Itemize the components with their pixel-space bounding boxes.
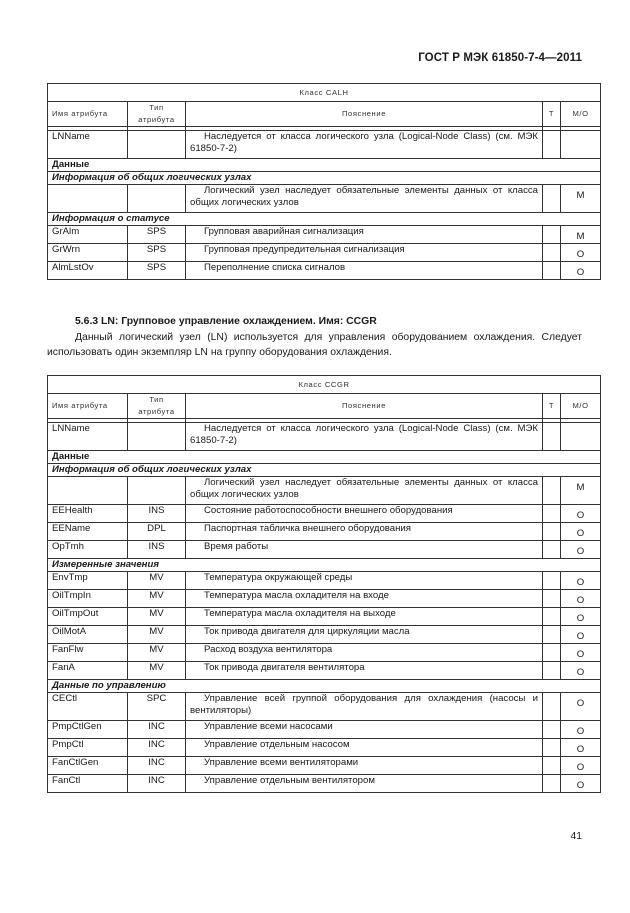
attribute-description — [186, 572, 543, 590]
attribute-description — [186, 226, 543, 244]
attribute-type: SPS — [128, 226, 186, 244]
description-text: Состояние работоспособности внешнего оборудования — [204, 505, 453, 516]
attribute-mo: M — [561, 226, 601, 244]
attribute-name: AlmLstOv — [48, 262, 128, 280]
description-text: Логический узел наследует обязательные элементы данных от класса общих логических узлов — [190, 477, 538, 500]
attribute-t — [543, 505, 561, 523]
table-row — [48, 423, 601, 451]
attribute-name: CECtl — [48, 693, 128, 721]
attribute-t — [543, 423, 561, 451]
column-header-mo: M/O — [561, 102, 601, 127]
description-text: Групповая предупредительная сигнализация — [204, 244, 405, 255]
table-row — [48, 590, 601, 608]
column-header-desc: Пояснение — [186, 102, 543, 127]
attribute-description — [186, 626, 543, 644]
attribute-t — [543, 244, 561, 262]
attribute-mo: O — [561, 590, 601, 608]
column-header-desc: Пояснение — [186, 394, 543, 419]
attribute-mo: M — [561, 185, 601, 213]
attribute-name: FanFlw — [48, 644, 128, 662]
table-section-row — [48, 559, 601, 572]
description-text: Наследуется от класса логического узла (Logical-Node Class) (см. МЭК 61850-7-2) — [190, 423, 538, 446]
table-row — [48, 757, 601, 775]
table-row — [48, 721, 601, 739]
table-caption-row — [48, 376, 601, 394]
attribute-t — [543, 590, 561, 608]
description-text: Управление всеми насосами — [204, 721, 333, 732]
attribute-description — [186, 523, 543, 541]
table-section-row — [48, 172, 601, 185]
table-section-row — [48, 464, 601, 477]
attribute-description — [186, 262, 543, 280]
attribute-t — [543, 626, 561, 644]
attribute-table-calh — [47, 83, 601, 280]
attribute-t — [543, 185, 561, 213]
attribute-type: INC — [128, 739, 186, 757]
attribute-name: GrAlm — [48, 226, 128, 244]
column-header-type: Тип атрибута — [128, 394, 186, 419]
attribute-type: MV — [128, 662, 186, 680]
attribute-type: INC — [128, 775, 186, 793]
attribute-mo: O — [561, 262, 601, 280]
table-caption: Класс CCGR — [48, 376, 601, 394]
description-text: Логический узел наследует обязательные элементы данных от класса общих логических узлов — [190, 185, 538, 208]
attribute-description — [186, 721, 543, 739]
description-text: Управление всеми вентиляторами — [204, 757, 359, 768]
section-label: Данные по управлению — [48, 680, 601, 693]
attribute-type: MV — [128, 608, 186, 626]
attribute-name: LNName — [48, 131, 128, 159]
attribute-t — [543, 644, 561, 662]
attribute-mo: O — [561, 775, 601, 793]
attribute-mo: O — [561, 541, 601, 559]
attribute-name: EEName — [48, 523, 128, 541]
table-caption-row — [48, 84, 601, 102]
attribute-t — [543, 721, 561, 739]
attribute-mo: O — [561, 739, 601, 757]
page-number: 41 — [570, 831, 582, 842]
attribute-t — [543, 262, 561, 280]
attribute-description — [186, 185, 543, 213]
table-row — [48, 185, 601, 213]
attribute-mo — [561, 423, 601, 451]
table-section-row — [48, 680, 601, 693]
attribute-t — [543, 739, 561, 757]
attribute-description — [186, 662, 543, 680]
attribute-type — [128, 185, 186, 213]
description-text: Переполнение списка сигналов — [204, 262, 346, 273]
table-row — [48, 244, 601, 262]
table-row — [48, 608, 601, 626]
table-header-row — [48, 394, 601, 419]
description-text: Температура масла охладителя на входе — [204, 590, 389, 601]
description-text: Расход воздуха вентилятора — [204, 644, 333, 655]
attribute-name: EnvTmp — [48, 572, 128, 590]
description-text: Температура окружающей среды — [204, 572, 353, 583]
attribute-table-ccgr — [47, 375, 601, 793]
attribute-mo — [561, 131, 601, 159]
attribute-name: LNName — [48, 423, 128, 451]
attribute-type: SPS — [128, 244, 186, 262]
attribute-type: MV — [128, 644, 186, 662]
attribute-description — [186, 590, 543, 608]
attribute-type: SPS — [128, 262, 186, 280]
attribute-type: DPL — [128, 523, 186, 541]
description-text: Управление всей группой оборудования для охлаждения (насосы и вентиляторы) — [190, 693, 538, 716]
attribute-t — [543, 757, 561, 775]
attribute-description — [186, 775, 543, 793]
attribute-type: INC — [128, 757, 186, 775]
attribute-name: OilTmpOut — [48, 608, 128, 626]
attribute-t — [543, 662, 561, 680]
attribute-t — [543, 477, 561, 505]
section-label: Информация о статусе — [48, 213, 601, 226]
attribute-t — [543, 693, 561, 721]
description-text: Паспортная табличка внешнего оборудования — [204, 523, 411, 534]
section-label: Данные — [48, 159, 601, 172]
table-row — [48, 662, 601, 680]
table-section-row — [48, 451, 601, 464]
attribute-type — [128, 131, 186, 159]
description-text: Время работы — [204, 541, 269, 552]
section-paragraph — [47, 331, 582, 360]
attribute-type: SPC — [128, 693, 186, 721]
column-header-name: Имя атрибута — [48, 394, 128, 419]
attribute-mo: O — [561, 626, 601, 644]
attribute-description — [186, 608, 543, 626]
attribute-type: INC — [128, 721, 186, 739]
attribute-t — [543, 131, 561, 159]
table-row — [48, 523, 601, 541]
table-row — [48, 541, 601, 559]
attribute-mo: O — [561, 757, 601, 775]
attribute-type — [128, 477, 186, 505]
attribute-t — [543, 541, 561, 559]
description-text: Ток привода двигателя для циркуляции масла — [204, 626, 410, 637]
section-title: 5.6.3 LN: Групповое управление охлаждением. Имя: CCGR — [75, 316, 377, 327]
attribute-name: GrWrn — [48, 244, 128, 262]
attribute-description — [186, 477, 543, 505]
attribute-description — [186, 244, 543, 262]
attribute-description — [186, 423, 543, 451]
attribute-description — [186, 739, 543, 757]
attribute-t — [543, 572, 561, 590]
column-header-t: T — [543, 102, 561, 127]
attribute-type — [128, 423, 186, 451]
table-row — [48, 626, 601, 644]
attribute-mo: O — [561, 572, 601, 590]
description-text: Управление отдельным вентилятором — [204, 775, 375, 786]
attribute-name — [48, 477, 128, 505]
column-header-type: Тип атрибута — [128, 102, 186, 127]
attribute-name: EEHealth — [48, 505, 128, 523]
attribute-mo: O — [561, 662, 601, 680]
section-label: Данные — [48, 451, 601, 464]
attribute-name: PmpCtl — [48, 739, 128, 757]
table-row — [48, 644, 601, 662]
attribute-mo: O — [561, 244, 601, 262]
column-header-t: T — [543, 394, 561, 419]
description-text: Управление отдельным насосом — [204, 739, 350, 750]
table-row — [48, 775, 601, 793]
attribute-type: INS — [128, 505, 186, 523]
attribute-name — [48, 185, 128, 213]
attribute-t — [543, 226, 561, 244]
attribute-mo: O — [561, 523, 601, 541]
table-row — [48, 572, 601, 590]
attribute-description — [186, 693, 543, 721]
column-header-name: Имя атрибута — [48, 102, 128, 127]
attribute-type: INS — [128, 541, 186, 559]
table-header-row — [48, 102, 601, 127]
attribute-name: FanCtlGen — [48, 757, 128, 775]
document-header: ГОСТ Р МЭК 61850-7-4—2011 — [418, 52, 582, 64]
attribute-description — [186, 644, 543, 662]
attribute-name: OilMotA — [48, 626, 128, 644]
attribute-name: OpTmh — [48, 541, 128, 559]
attribute-mo: O — [561, 608, 601, 626]
attribute-t — [543, 523, 561, 541]
attribute-name: OilTmpIn — [48, 590, 128, 608]
section-label: Измеренные значения — [48, 559, 601, 572]
column-header-mo: M/O — [561, 394, 601, 419]
attribute-t — [543, 608, 561, 626]
table-section-row — [48, 159, 601, 172]
attribute-type: MV — [128, 626, 186, 644]
table-row — [48, 226, 601, 244]
attribute-type: MV — [128, 572, 186, 590]
paragraph-text: Данный логический узел (LN) используется для управления оборудованием охлаждения. Следует использовать один экземпляр LN на группу оборудования охлаждения. — [47, 332, 582, 358]
description-text: Наследуется от класса логического узла (Logical-Node Class) (см. МЭК 61850-7-2) — [190, 131, 538, 154]
description-text: Температура масла охладителя на выходе — [204, 608, 396, 619]
attribute-name: PmpCtlGen — [48, 721, 128, 739]
table-caption: Класс CALH — [48, 84, 601, 102]
attribute-mo: O — [561, 721, 601, 739]
attribute-t — [543, 775, 561, 793]
table-row — [48, 262, 601, 280]
table-row — [48, 505, 601, 523]
description-text: Групповая аварийная сигнализация — [204, 226, 364, 237]
section-label: Информация об общих логических узлах — [48, 172, 601, 185]
attribute-mo: O — [561, 505, 601, 523]
table-row — [48, 693, 601, 721]
section-label: Информация об общих логических узлах — [48, 464, 601, 477]
attribute-type: MV — [128, 590, 186, 608]
attribute-name: FanCtl — [48, 775, 128, 793]
attribute-description — [186, 541, 543, 559]
attribute-mo: O — [561, 693, 601, 721]
attribute-description — [186, 757, 543, 775]
description-text: Ток привода двигателя вентилятора — [204, 662, 365, 673]
table-section-row — [48, 213, 601, 226]
table-row — [48, 477, 601, 505]
table-row — [48, 739, 601, 757]
attribute-description — [186, 505, 543, 523]
table-row — [48, 131, 601, 159]
attribute-mo: O — [561, 644, 601, 662]
attribute-mo: M — [561, 477, 601, 505]
attribute-name: FanA — [48, 662, 128, 680]
attribute-description — [186, 131, 543, 159]
